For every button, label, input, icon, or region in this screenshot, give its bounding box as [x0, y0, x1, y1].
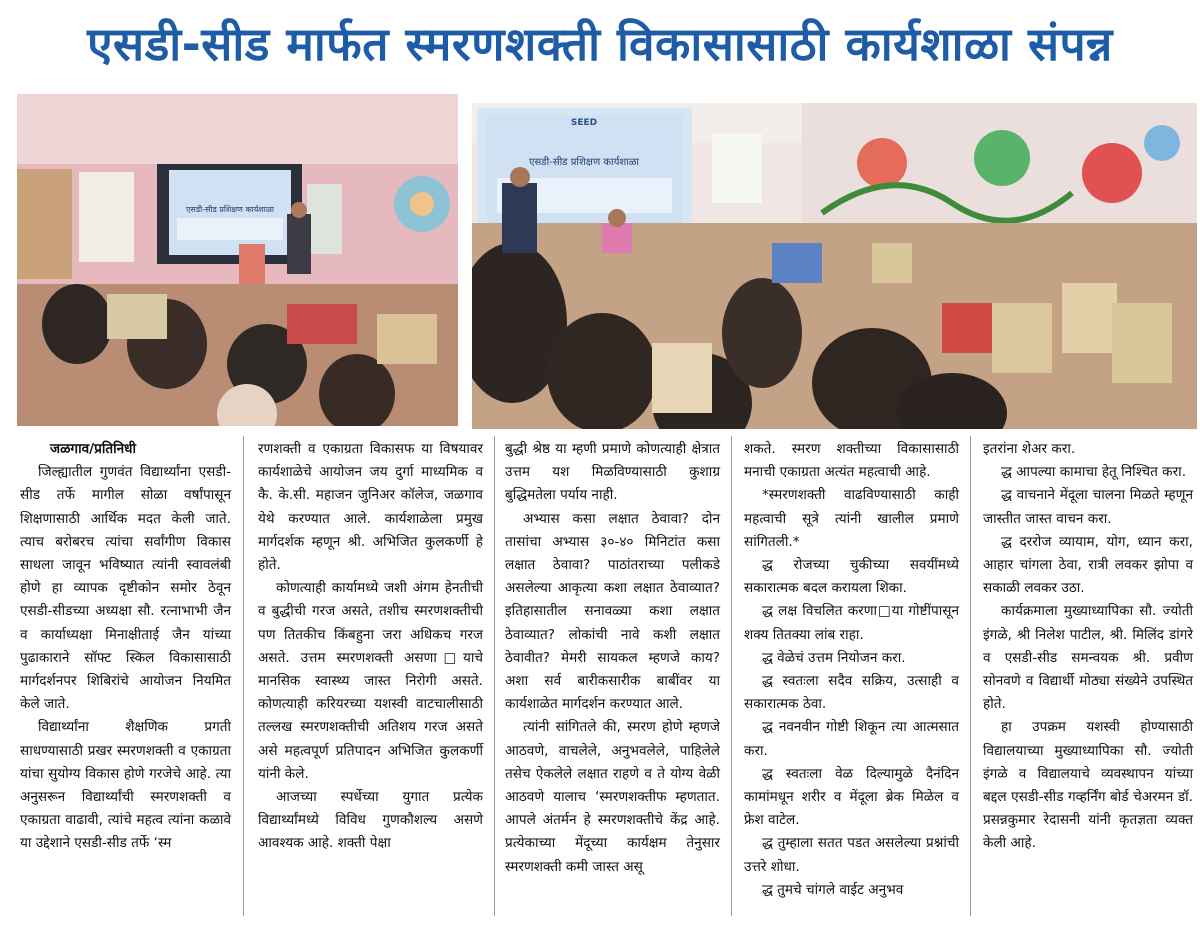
dateline: जळगाव/प्रतिनिधी: [50, 441, 137, 457]
paragraph: कोणत्याही कार्यामध्ये जशी अंगम हेनतीची व बुद्धीची गरज असते, तशीच स्मरणशक्तीची पण तितकीच किंबहुना जरा अधिकच गरज असते. उत्तम स्मरणशक्ती असणा□याचे मानसिक स्वास्थ्य जास्त निरोगी असते. कोणत्याही करियरच्या यशस्वी वाटचालीसाठी तल्लख स्मरणशक्तीची अतिशय गरज असते असे महत्वपूर्ण प्रतिपादन अभिजित कुलकर्णी यांनी केले.: [258, 580, 483, 782]
headline: [0, 0, 1200, 86]
paragraph: रणशक्ती व एकाग्रता विकासफ या विषयावर कार्यशाळेचे आयोजन जय दुर्गा माध्यमिक व कै. के.सी. महाजन जुनिअर कॉलेज, जळगाव येथे करण्यात आले. कार्यशाळेला प्रमुख मार्गदर्शक म्हणून श्री. अभिजित कुलकर्णी हे होते.: [258, 441, 483, 574]
tip-item: द्ध वेळेचं उत्तम नियोजन करा.: [762, 649, 906, 666]
tip-item: द्ध नवनवीन गोष्टी शिकून त्या आत्मसात करा.: [744, 719, 959, 759]
tip-item: द्ध तुमचे चांगले वाईट अनुभव: [762, 881, 904, 898]
paragraph: त्यांनी सांगितले की, स्मरण होणे म्हणजे आठवणे, वाचलेले, अनुभवलेले, पाहिलेले तसेच ऐकलेले लक्षात राहणे व ते योग्य वेळी आठवणे यालाच ‘स्मरणशक्तीफ म्हणतात. आपले अंतर्मन हे स्मरणशक्तीचे केंद्र आहे. प्रत्येकाच्या मेंदूच्या कार्यक्षम तेनुसार स्मरणशक्ती कमी जास्त असू: [505, 719, 720, 875]
paragraph: जिल्ह्यातील गुणवंत विद्यार्थ्यांना एसडी-सीड तर्फे मागील सोळा वर्षांपासून शिक्षणासाठी आर्थिक मदत केली जाते. त्याच बरोबरच त्यांचा सर्वांगीण विकास साधला जावून भविष्यात त्यांनी स्वावलंबी होणे हा व्यापक दृष्टीकोन समोर ठेवून एसडी-सीडच्या अध्यक्षा सौ. रत्नाभाभी जैन व कार्याध्यक्षा मिनाक्षीताई जैन यांच्या पुढाकाराने सॉफ्ट स्किल विकासासाठी मार्गदर्शनपर शिबिरांचे आयोजन नियमित केले जाते.: [20, 464, 231, 713]
paragraph: आजच्या स्पर्धेच्या युगात प्रत्येक विद्यार्थ्यांमध्ये विविध गुणकौशल्य असणे आवश्यक आहे. शक्ती पेक्षा: [258, 789, 483, 852]
photo-workshop-right: [472, 103, 1197, 429]
tip-item: द्ध तुम्हाला सतत पडत असलेल्या प्रश्नांची उत्तरे शोधा.: [744, 835, 959, 875]
tip-item: द्ध रोजच्या चुकीच्या सवयींमध्ये सकारात्मक बदल करायला शिका.: [744, 557, 959, 597]
photo-workshop-left: [17, 94, 458, 426]
article-column-2: [258, 438, 483, 856]
tip-item: द्ध दररोज व्यायाम, योग, ध्यान करा, आहार चांगला ठेवा, रात्री लवकर झोपा व सकाळी लवकर उठा.: [983, 533, 1193, 597]
paragraph: विद्यार्थ्यांना शैक्षणिक प्रगती साधण्यासाठी प्रखर स्मरणशक्ती व एकाग्रता यांचा सुयोग्य विकास होणे गरजेचे आहे. त्या अनुसरून विद्यार्थ्यांची स्मरणशक्ती व एकाग्रता वाढावी, त्यांचे महत्व त्यांना कळावे या उद्देशाने एसडी-सीड तर्फे ‘स्म: [20, 719, 231, 852]
tip-item: द्ध लक्ष विचलित करणा□या गोष्टींपासून शक्य तितक्या लांब राहा.: [744, 603, 959, 643]
paragraph: बुद्धी श्रेष्ठ या म्हणी प्रमाणे कोणत्याही क्षेत्रात उत्तम यश मिळविण्यासाठी कुशाग्र बुद्धिमतेला पर्याय नाही.: [505, 441, 720, 504]
article-column-1: [20, 438, 231, 856]
paragraph: कार्यक्रमाला मुख्याध्यापिका सौ. ज्योती इंगळे, श्री निलेश पाटील, श्री. मिलिंद डांगरे व एसडी-सीड समन्वयक श्री. प्रवीण सोनवणे व विद्यार्थी मोठ्या संख्येने उपस्थित होते.: [983, 603, 1193, 713]
article-column-4: [744, 438, 959, 902]
headline-text: एसडी-सीड मार्फत स्मरणशक्ती विकासासाठी कार्यशाळा संपन्न: [87, 17, 1113, 71]
paragraph: शकते. स्मरण शक्तीच्या विकासासाठी मनाची एकाग्रता अत्यंत महत्वाची आहे.: [744, 441, 959, 481]
tip-item: द्ध वाचनाने मेंदूला चालना मिळते म्हणून जास्तीत जास्त वाचन करा.: [983, 487, 1193, 527]
article-column-5: [983, 438, 1193, 856]
column-rule: [494, 436, 495, 916]
column-rule: [243, 436, 244, 916]
article-column-3: [505, 438, 720, 879]
tip-item: द्ध आपल्या कामाचा हेतू निश्चित करा.: [1001, 464, 1187, 481]
tip-item: द्ध स्वतःला वेळ दिल्यामुळे दैनंदिन कामांमधून शरीर व मेंदूला ब्रेक मिळेल व फ्रेश वाटेल.: [744, 765, 959, 829]
tip-item: द्ध स्वतःला सदैव सक्रिय, उत्साही व सकारात्मक ठेवा.: [744, 673, 959, 713]
banner-text-right: एसडी-सीड प्रशिक्षण कार्यशाळा: [528, 157, 640, 168]
column-rule: [970, 436, 971, 916]
column-rule: [731, 436, 732, 916]
banner-text: एसडी-सीड प्रशिक्षण कार्यशाळा: [185, 205, 275, 214]
paragraph: अभ्यास कसा लक्षात ठेवावा? दोन तासांचा अभ्यास ३०-४० मिनिटांत कसा लक्षात ठेवावा? पाठांतराच्या पलीकडे असलेल्या आकृत्या कशा लक्षात ठेवाव्यात? इतिहासातील सनावळ्या कशा लक्षात ठेवाव्यात? लोकांची नावे कशी लक्षात ठेवावीत? मेमरी सायकल म्हणजे काय? अशा सर्व बारीकसारीक बाबींवर या कार्यशाळेत मार्गदर्शन करण्यात आले.: [505, 510, 720, 713]
paragraph: इतरांना शेअर करा.: [983, 441, 1076, 457]
paragraph: *स्मरणशक्ती वाढविण्यासाठी काही महत्वाची सूत्रे त्यांनी खालील प्रमाणे सांगितली.*: [744, 487, 959, 550]
paragraph: हा उपक्रम यशस्वी होण्यासाठी विद्यालयाच्या मुख्याध्यापिका सौ. ज्योती इंगळे व विद्यालयाचे व्यवस्थापन यांच्या बद्दल एसडी-सीड गव्हर्निंग बोर्ड चेअरमन डॉ. प्रसन्नकुमार रेदासनी यांनी कृतज्ञता व्यक्त केली आहे.: [983, 719, 1193, 852]
banner-logo-text: SEED: [570, 118, 598, 128]
